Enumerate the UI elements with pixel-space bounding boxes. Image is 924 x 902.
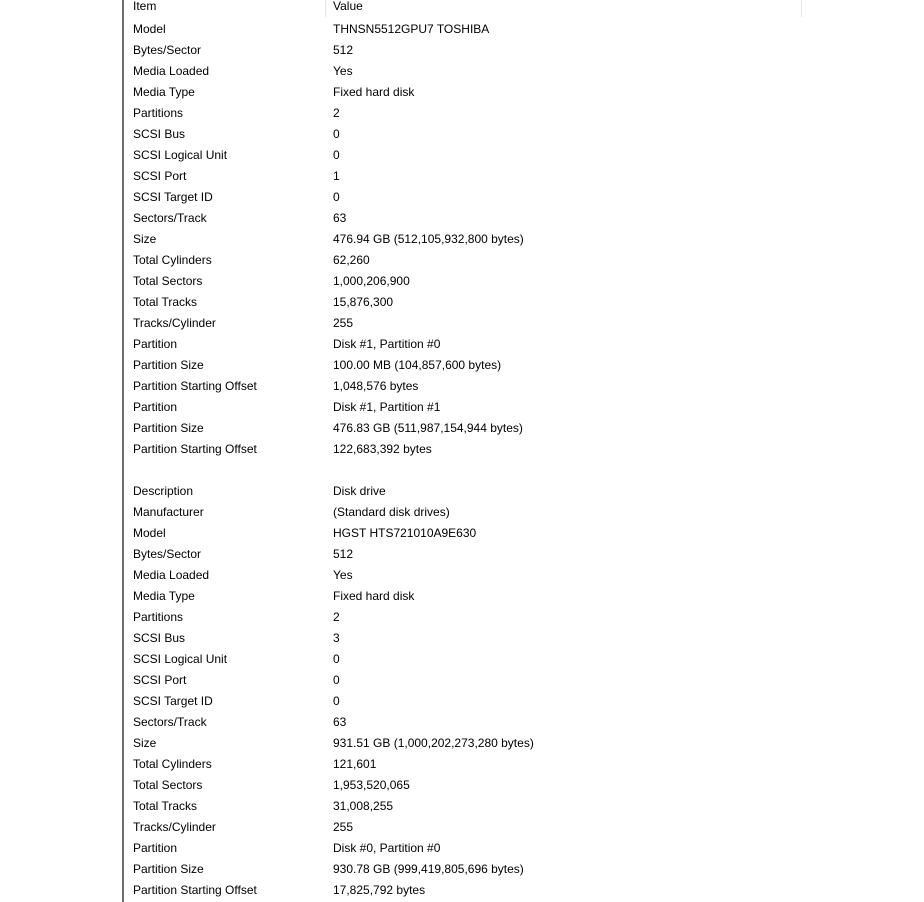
list-row[interactable] [124, 19, 802, 40]
list-row[interactable] [124, 649, 802, 670]
row-value: 17,825,792 bytes [333, 883, 426, 897]
row-item-label: Partition Starting Offset [133, 883, 257, 897]
row-item-label: Size [133, 232, 157, 246]
list-row[interactable] [124, 586, 802, 607]
row-value: 63 [333, 211, 347, 225]
row-value: 122,683,392 bytes [333, 442, 432, 456]
list-row[interactable] [124, 859, 802, 880]
list-row[interactable] [124, 40, 802, 61]
row-value: 255 [333, 316, 354, 330]
row-item-label: Size [133, 736, 157, 750]
list-row[interactable] [124, 670, 802, 691]
row-value: 62,260 [333, 253, 370, 267]
row-value: 15,876,300 [333, 295, 394, 309]
row-item-label: Total Sectors [133, 778, 203, 792]
row-value: 931.51 GB (1,000,202,273,280 bytes) [333, 736, 534, 750]
row-value: 100.00 MB (104,857,600 bytes) [333, 358, 502, 372]
row-item-label: SCSI Bus [133, 127, 186, 141]
row-value: 1,953,520,065 [333, 778, 410, 792]
row-item-label: Bytes/Sector [133, 43, 202, 57]
row-item-label: Model [133, 22, 166, 36]
list-row[interactable] [124, 187, 802, 208]
row-item-label: Partition Size [133, 421, 204, 435]
list-row[interactable] [124, 775, 802, 796]
row-value: 2 [333, 106, 340, 120]
row-value: 2 [333, 610, 340, 624]
list-row[interactable] [124, 481, 802, 502]
row-value: HGST HTS721010A9E630 [333, 526, 477, 540]
row-item-label: SCSI Target ID [133, 190, 213, 204]
list-row[interactable] [124, 208, 802, 229]
list-row[interactable] [124, 544, 802, 565]
row-value: Disk drive [333, 484, 386, 498]
row-item-label: SCSI Port [133, 169, 187, 183]
row-item-label: Partition Starting Offset [133, 442, 257, 456]
row-value: 0 [333, 694, 340, 708]
column-header-item[interactable]: Item [133, 0, 157, 13]
list-row[interactable] [124, 61, 802, 82]
list-row[interactable] [124, 460, 802, 481]
list-rows [124, 19, 802, 901]
row-item-label: Partitions [133, 106, 184, 120]
row-value: 121,601 [333, 757, 377, 771]
row-item-label: SCSI Bus [133, 631, 186, 645]
list-row[interactable] [124, 838, 802, 859]
row-value: 1,048,576 bytes [333, 379, 419, 393]
row-value: 476.94 GB (512,105,932,800 bytes) [333, 232, 524, 246]
row-item-label: Total Cylinders [133, 757, 212, 771]
row-value: 0 [333, 127, 340, 141]
row-value: 63 [333, 715, 347, 729]
list-row[interactable] [124, 82, 802, 103]
row-value: THNSN5512GPU7 TOSHIBA [333, 22, 490, 36]
row-item-label: SCSI Logical Unit [133, 652, 228, 666]
row-value: Fixed hard disk [333, 589, 415, 603]
row-value: 1 [333, 169, 340, 183]
row-value: 0 [333, 673, 340, 687]
column-header-value[interactable]: Value [333, 0, 363, 13]
list-row[interactable] [124, 271, 802, 292]
row-value: 31,008,255 [333, 799, 394, 813]
row-value: 1,000,206,900 [333, 274, 410, 288]
row-item-label: SCSI Logical Unit [133, 148, 228, 162]
row-value: 0 [333, 190, 340, 204]
list-row[interactable] [124, 817, 802, 838]
list-row[interactable] [124, 145, 802, 166]
row-value: 255 [333, 820, 354, 834]
row-value: Yes [333, 568, 353, 582]
row-item-label: Media Type [133, 85, 195, 99]
row-item-label: Media Loaded [133, 568, 210, 582]
list-row[interactable] [124, 607, 802, 628]
row-item-label: Partition Size [133, 862, 204, 876]
list-row[interactable] [124, 796, 802, 817]
list-row[interactable] [124, 376, 802, 397]
row-item-label: Tracks/Cylinder [133, 820, 216, 834]
list-row[interactable] [124, 418, 802, 439]
list-row[interactable] [124, 733, 802, 754]
row-item-label: Total Tracks [133, 799, 198, 813]
row-value: 3 [333, 631, 340, 645]
row-value: Disk #0, Partition #0 [333, 841, 441, 855]
row-value: 930.78 GB (999,419,805,696 bytes) [333, 862, 524, 876]
list-row[interactable] [124, 313, 802, 334]
row-item-label: Sectors/Track [133, 211, 207, 225]
row-item-label: Partition [133, 841, 178, 855]
row-value: Yes [333, 64, 353, 78]
row-item-label: Description [133, 484, 194, 498]
row-item-label: Total Tracks [133, 295, 198, 309]
list-row[interactable] [124, 439, 802, 460]
row-value: 512 [333, 547, 354, 561]
row-item-label: Total Sectors [133, 274, 203, 288]
row-value: (Standard disk drives) [333, 505, 450, 519]
list-row[interactable] [124, 712, 802, 733]
row-item-label: Tracks/Cylinder [133, 316, 216, 330]
list-header [124, 0, 802, 16]
list-row[interactable] [124, 229, 802, 250]
row-value: 512 [333, 43, 354, 57]
row-item-label: Media Type [133, 589, 195, 603]
row-item-label: SCSI Port [133, 673, 187, 687]
list-row[interactable] [124, 103, 802, 124]
list-row[interactable] [124, 754, 802, 775]
row-value: 0 [333, 652, 340, 666]
row-item-label: Bytes/Sector [133, 547, 202, 561]
row-item-label: Partition Size [133, 358, 204, 372]
row-item-label: Media Loaded [133, 64, 210, 78]
row-item-label: Partition [133, 400, 178, 414]
list-row[interactable] [124, 334, 802, 355]
row-item-label: Partition [133, 337, 178, 351]
list-row[interactable] [124, 292, 802, 313]
list-row[interactable] [124, 628, 802, 649]
row-item-label: SCSI Target ID [133, 694, 213, 708]
row-item-label: Model [133, 526, 166, 540]
row-value: 0 [333, 148, 340, 162]
list-row[interactable] [124, 124, 802, 145]
row-value: Fixed hard disk [333, 85, 415, 99]
row-value: Disk #1, Partition #1 [333, 400, 441, 414]
row-item-label: Manufacturer [133, 505, 204, 519]
list-row[interactable] [124, 166, 802, 187]
row-item-label: Partition Starting Offset [133, 379, 257, 393]
list-row[interactable] [124, 691, 802, 712]
list-row[interactable] [124, 355, 802, 376]
list-row[interactable] [124, 880, 802, 901]
list-row[interactable] [124, 565, 802, 586]
list-row[interactable] [124, 250, 802, 271]
row-item-label: Total Cylinders [133, 253, 212, 267]
row-value: 476.83 GB (511,987,154,944 bytes) [333, 421, 523, 435]
list-row[interactable] [124, 523, 802, 544]
list-row[interactable] [124, 502, 802, 523]
row-item-label: Sectors/Track [133, 715, 207, 729]
list-row[interactable] [124, 397, 802, 418]
row-value: Disk #1, Partition #0 [333, 337, 441, 351]
row-item-label: Partitions [133, 610, 184, 624]
